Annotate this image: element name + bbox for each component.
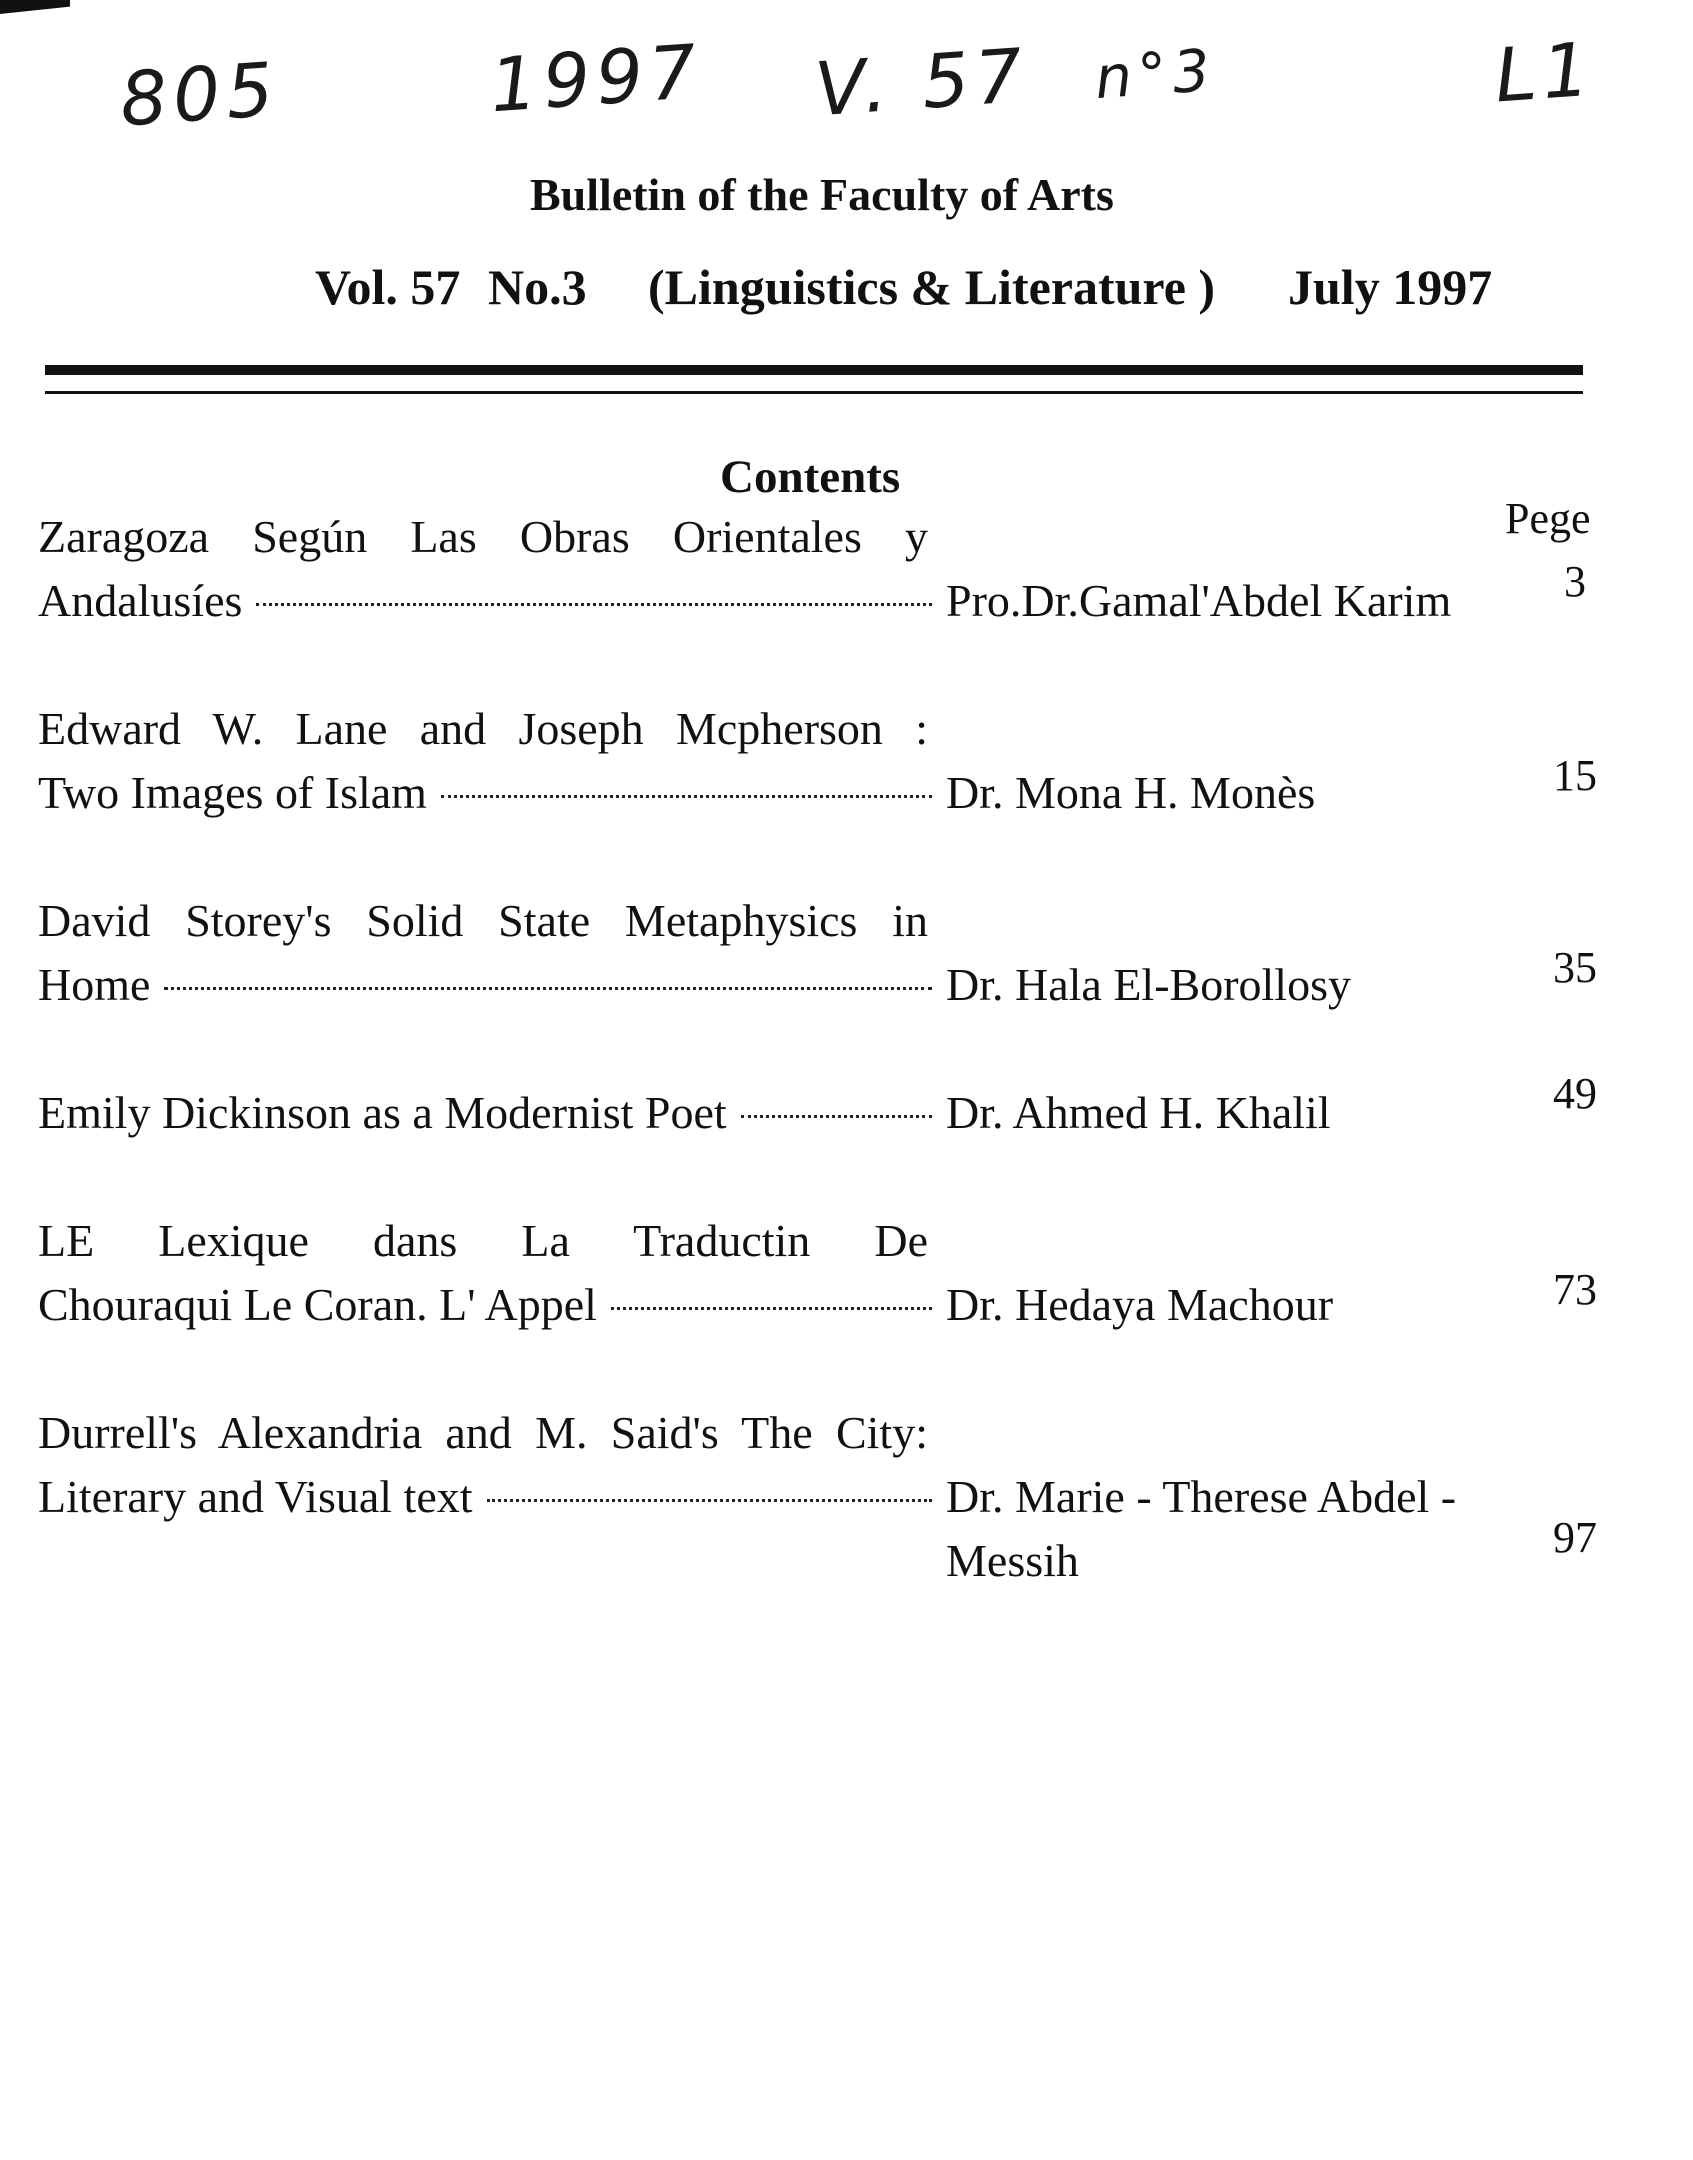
entry-title-line1: David Storey's Solid State Metaphysics in [38, 895, 928, 946]
entry-title-line2: Literary and Visual text [38, 1471, 473, 1522]
entry-title-line2-row [38, 958, 936, 1011]
dot-leader [164, 983, 932, 990]
handwritten-call-number: 805 [117, 46, 283, 144]
entry-title-line2: Chouraqui Le Coran. L' Appel [38, 1279, 597, 1330]
entry-title-line2-row [38, 1278, 936, 1331]
entry-author: Dr. Hala El-Borollosy [946, 959, 1351, 1010]
handwritten-number: n°3 [1092, 35, 1218, 113]
dot-leader [487, 1495, 932, 1502]
entry-page-number: 3 [1564, 557, 1586, 606]
header-rule-thin [45, 391, 1583, 394]
entry-title-line1: Edward W. Lane and Joseph Mcpherson : [38, 703, 928, 754]
entry-page-number: 49 [1553, 1069, 1597, 1118]
handwritten-code: L1 [1492, 26, 1599, 120]
entry-title-line2: Home [38, 959, 151, 1010]
issue-volume: Vol. 57 [315, 259, 461, 315]
dot-leader [256, 599, 932, 606]
entry-page-number: 73 [1553, 1265, 1597, 1314]
entry-title-line1: Durrell's Alexandria and M. Said's The City: [38, 1407, 928, 1458]
issue-section: (Linguistics & Literature ) [648, 259, 1216, 315]
entry-title-line2-row [38, 574, 936, 627]
entry-title-line1: Zaragoza Según Las Obras Orientales y [38, 511, 928, 562]
entry-author: Pro.Dr.Gamal'Abdel Karim [946, 575, 1452, 626]
entry-title-line1: LE Lexique dans La Traductin De [38, 1215, 928, 1266]
entry-title-line2: Two Images of Islam [38, 767, 427, 818]
entry-author: Dr. Marie - Therese Abdel - [946, 1471, 1457, 1522]
entry-page-number: 35 [1553, 943, 1597, 992]
issue-number: No.3 [488, 259, 587, 315]
handwritten-volume: V. 57 [812, 32, 1032, 134]
issue-date: July 1997 [1288, 259, 1493, 315]
entry-title-line2-row [38, 766, 936, 819]
entry-title: Emily Dickinson as a Modernist Poet [38, 1087, 727, 1138]
scan-edge-mark [0, 0, 70, 14]
handwritten-year: 1997 [487, 28, 706, 130]
dot-leader [611, 1303, 932, 1310]
entry-author: Dr. Mona H. Monès [946, 767, 1316, 818]
entry-page-number: 15 [1553, 751, 1597, 800]
entry-author: Dr. Hedaya Machour [946, 1279, 1334, 1330]
bulletin-title: Bulletin of the Faculty of Arts [530, 169, 1114, 220]
entry-title-line2-row [38, 1086, 936, 1139]
entry-page-number: 97 [1553, 1513, 1597, 1562]
entry-title-line2-row [38, 1470, 936, 1523]
dot-leader [741, 1111, 932, 1118]
entry-title-line2: Andalusíes [38, 575, 243, 626]
contents-heading: Contents [720, 451, 901, 503]
entry-author: Dr. Ahmed H. Khalil [946, 1087, 1331, 1138]
entry-author-continued: Messih [946, 1535, 1079, 1586]
page-column-label: Pege [1505, 494, 1591, 543]
dot-leader [441, 791, 932, 798]
header-rule-thick [45, 365, 1583, 375]
